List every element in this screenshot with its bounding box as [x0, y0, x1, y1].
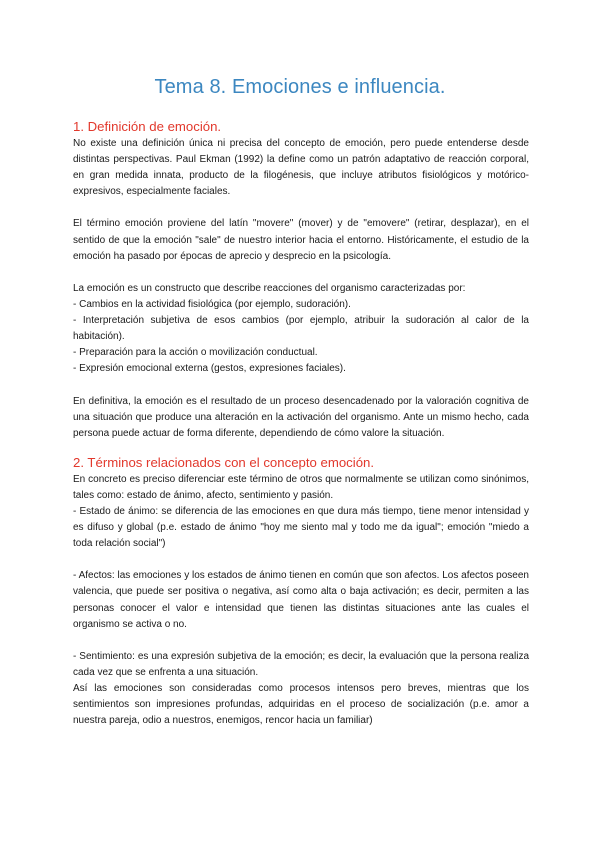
section-1-paragraph-2: El término emoción proviene del latín "movere" (mover) y de "emovere" (retirar, desplazar), en el sentido de que la emoción "sale" de nuestro interior hacia el entorno. Históricamente, el estudio de la emoción ha pasado por épocas de aprecio y desprecio en la psicología.	[73, 218, 529, 262]
list-item: - Interpretación subjetiva de esos cambios (por ejemplo, atribuir la sudoración al calor de la habitación).	[73, 315, 529, 343]
section-2-paragraph-4: - Sentimiento: es una expresión subjetiva de la emoción; es decir, la evaluación que la persona realiza cada vez que se enfrenta a una situación.	[73, 650, 529, 678]
section-1-paragraph-3-intro: La emoción es un constructo que describe reacciones del organismo caracterizadas por:	[73, 282, 466, 294]
section-1-paragraph-1: No existe una definición única ni precisa del concepto de emoción, pero puede entenderse desde distintas perspectivas. Paul Ekman (1992) la define como un patrón adaptativo de reacción corporal, en gran medida innata, producto de la filogénesis, que incluye atributos fisiológicos y motórico-expresivos, especialmente faciales.	[73, 138, 529, 198]
list-item: - Preparación para la acción o movilización conductual.	[73, 347, 318, 359]
section-1-paragraph-4: En definitiva, la emoción es el resultado de un proceso desencadenado por la valoración cognitiva de una situación que produce una alteración en la activación del organismo. Ante un mismo hecho, cada persona puede actuar de forma diferente, dependiendo de cómo valore la situación.	[73, 395, 529, 439]
section-2-paragraph-2: - Estado de ánimo: se diferencia de las emociones en que dura más tiempo, tiene menor intensidad y es difuso y global (p.e. estado de ánimo "hoy me siento mal y todo me da igual"; emoción "miedo a toda relación social")	[73, 505, 529, 550]
page-title: Tema 8. Emociones e influencia.	[154, 76, 446, 98]
section-2-heading: 2. Términos relacionados con el concepto emoción.	[73, 454, 375, 470]
list-item: - Cambios en la actividad fisiológica (por ejemplo, sudoración).	[73, 298, 351, 310]
section-1-heading: 1. Definición de emoción.	[73, 119, 222, 134]
section-2-paragraph-5: Así las emociones son consideradas como procesos intensos pero breves, mientras que los sentimientos son impresiones profundas, adquiridas en el proceso de socialización (p.e. amor a nuestra pareja, odio a nuestros, enemigos, rencor hacia un familiar)	[73, 683, 529, 727]
section-2-paragraph-1: En concreto es preciso diferenciar este término de otros que normalmente se utilizan como sinónimos, tales como: estado de ánimo, afecto, sentimiento y pasión.	[73, 473, 529, 501]
list-item: - Expresión emocional externa (gestos, expresiones faciales).	[73, 363, 346, 375]
section-2-paragraph-3: - Afectos: las emociones y los estados de ánimo tienen en común que son afectos. Los afectos poseen valencia, que puede ser positiva o negativa, así como alta o baja activación; es decir, permiten a las personas conocer el valor e intensidad que tienen las distintas situaciones ante las cuales el organismo se activa o no.	[73, 570, 529, 630]
document-body	[73, 118, 529, 729]
